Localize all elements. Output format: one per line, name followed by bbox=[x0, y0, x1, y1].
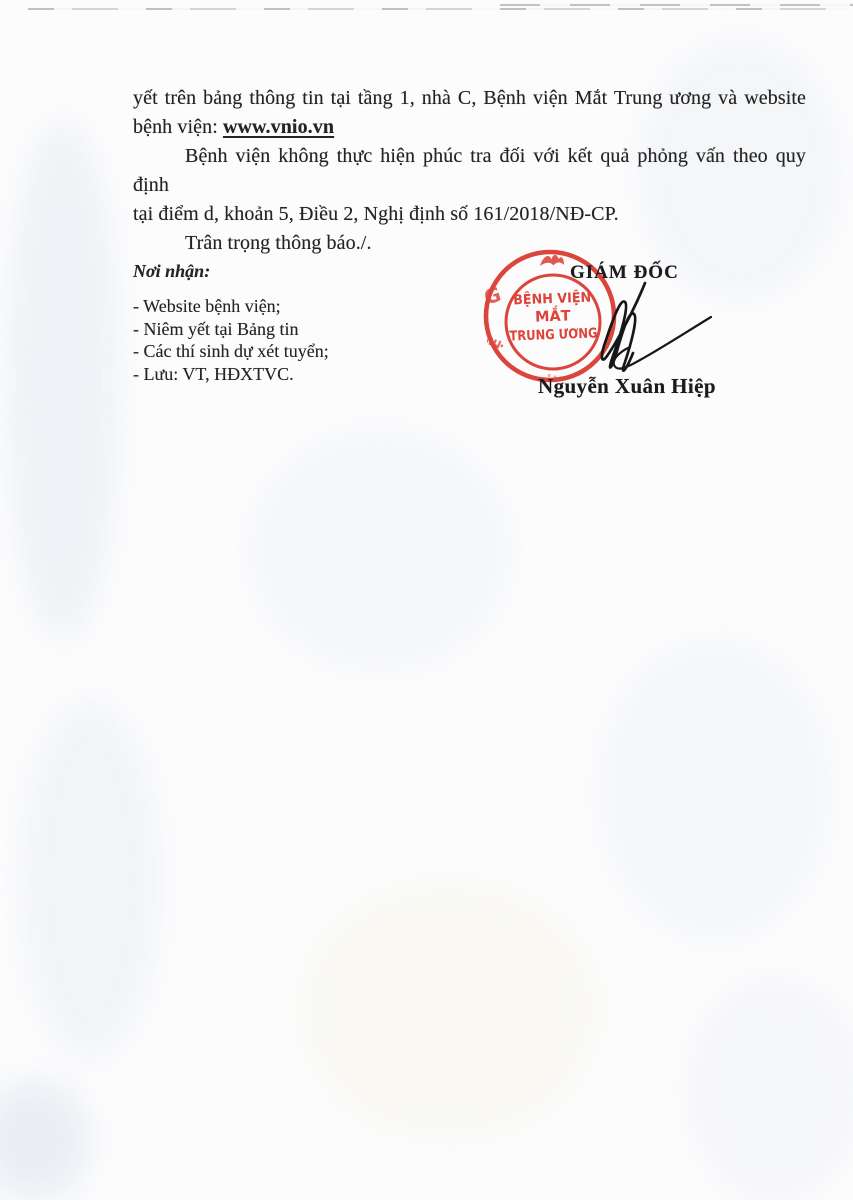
recipient-item: - Lưu: VT, HĐXTVC. bbox=[133, 363, 294, 384]
scan-noise-blob bbox=[8, 120, 118, 640]
stamp-text-line1: BỆNH VIỆN bbox=[512, 289, 597, 309]
closing-line: Trân trọng thông báo./. bbox=[185, 232, 372, 254]
website-url: www.vnio.vn bbox=[222, 116, 335, 138]
recipients-list bbox=[133, 295, 329, 385]
signer-title: GIÁM ĐỐC bbox=[570, 262, 679, 283]
body-line bbox=[133, 113, 806, 142]
scan-noise-blob bbox=[250, 430, 510, 670]
recipient-item: - Các thí sinh dự xét tuyển; bbox=[133, 341, 329, 361]
scan-noise-blob bbox=[690, 980, 853, 1200]
document-body bbox=[133, 84, 806, 258]
scan-artifact-line bbox=[28, 8, 848, 10]
stamp-ring-letter: Ệ bbox=[484, 334, 506, 352]
body-line: Bệnh viện không thực hiện phúc tra đối với kết quả phỏng vấn theo quy định bbox=[133, 145, 806, 196]
stamp-text-line2: MẮT bbox=[534, 308, 571, 326]
stamp-bird-icon bbox=[540, 255, 564, 266]
scan-noise-blob bbox=[0, 1080, 90, 1200]
signature-loops bbox=[602, 283, 645, 371]
scan-noise-blob bbox=[300, 880, 600, 1140]
recipient-item: - Niêm yết tại Bảng tin bbox=[133, 318, 299, 339]
handwritten-signature bbox=[560, 270, 790, 388]
body-line-prefix: bệnh viện: bbox=[133, 116, 223, 138]
stamp-ring-letter: G bbox=[481, 281, 504, 310]
scan-artifact-line bbox=[500, 4, 853, 6]
body-line: yết trên bảng thông tin tại tầng 1, nhà C, Bệnh viện Mắt Trung ương và website bbox=[133, 87, 806, 109]
stamp-text-line3: TRUNG ƯƠNG bbox=[509, 324, 613, 345]
recipient-item: - Website bệnh viện; bbox=[133, 296, 281, 316]
body-line: tại điểm d, khoản 5, Điều 2, Nghị định số 161/2018/NĐ-CP. bbox=[133, 203, 619, 225]
signer-name: Nguyễn Xuân Hiệp bbox=[538, 374, 716, 398]
scan-noise-blob bbox=[600, 640, 830, 940]
scan-noise-blob bbox=[20, 700, 160, 1060]
recipients-label: Nơi nhận: bbox=[133, 261, 211, 281]
recipients-block bbox=[133, 261, 329, 385]
